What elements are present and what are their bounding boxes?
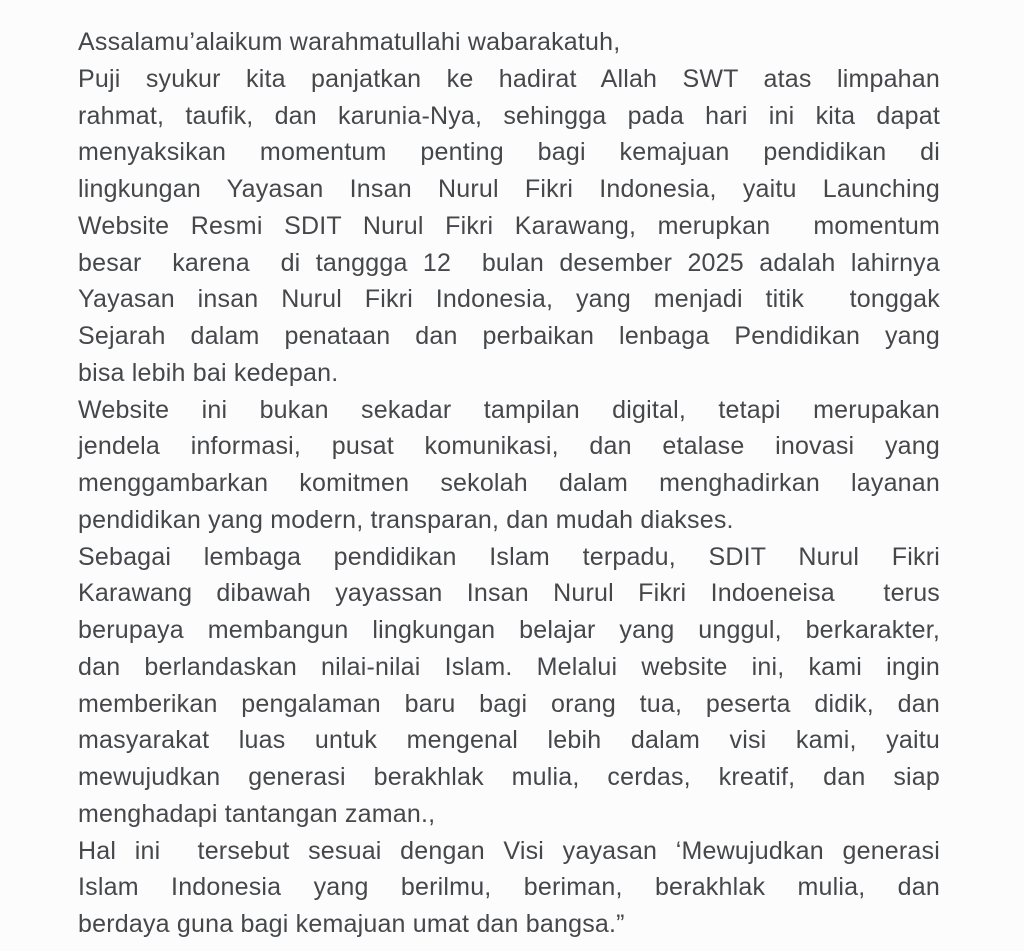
text-line: menyaksikan momentum penting bagi kemajuan pendidikan di [78, 138, 940, 167]
text-line: Sebagai lembaga pendidikan Islam terpadu, SDIT Nurul Fikri [78, 542, 940, 571]
document-text [78, 24, 940, 943]
paragraph-paragraph-website [78, 392, 940, 539]
text-line: Website Resmi SDIT Nurul Fikri Karawang, merupkan momentum [78, 211, 940, 240]
text-line: memberikan pengalaman baru bagi orang tua, peserta didik, dan [78, 689, 940, 718]
text-line: mewujudkan generasi berakhlak mulia, cerdas, kreatif, dan siap [78, 763, 940, 791]
text-line: bisa lebih bai kedepan. [78, 358, 339, 387]
paragraph-paragraph-lembaga [78, 539, 940, 833]
text-line: Assalamu’alaikum warahmatullahi wabarakatuh, [78, 28, 621, 56]
paragraph-salutation [78, 24, 940, 61]
text-line: Puji syukur kita panjatkan ke hadirat Allah SWT atas limpahan [78, 64, 940, 93]
text-line: Yayasan insan Nurul Fikri Indonesia, yang menjadi titik tonggak [78, 285, 940, 314]
text-line: Karawang dibawah yayassan Insan Nurul Fikri Indoeneisa terus [78, 579, 940, 608]
paragraph-paragraph-launching [78, 61, 940, 392]
paragraph-paragraph-visi [78, 833, 940, 943]
text-line: Website ini bukan sekadar tampilan digital, tetapi merupakan [78, 395, 940, 424]
text-line: rahmat, taufik, dan karunia-Nya, sehingga pada hari ini kita dapat [78, 101, 940, 130]
text-line: berdaya guna bagi kemajuan umat dan bangsa.” [78, 910, 625, 938]
text-line: pendidikan yang modern, transparan, dan mudah diakses. [78, 505, 734, 534]
text-line: dan berlandaskan nilai-nilai Islam. Melalui website ini, kami ingin [78, 652, 940, 681]
text-line: menghadapi tantangan zaman., [78, 799, 436, 828]
text-line: menggambarkan komitmen sekolah dalam menghadirkan layanan [78, 469, 940, 497]
text-line: Islam Indonesia yang berilmu, beriman, berakhlak mulia, dan [78, 873, 940, 902]
text-line: besar karena di tanggga 12 bulan desember 2025 adalah lahirnya [78, 248, 940, 277]
text-line: jendela informasi, pusat komunikasi, dan etalase inovasi yang [78, 432, 940, 461]
text-line: berupaya membangun lingkungan belajar yang unggul, berkarakter, [78, 616, 940, 644]
text-line: lingkungan Yayasan Insan Nurul Fikri Indonesia, yaitu Launching [78, 175, 940, 203]
text-line: masyarakat luas untuk mengenal lebih dalam visi kami, yaitu [78, 726, 940, 755]
text-line: Sejarah dalam penataan dan perbaikan lenbaga Pendidikan yang [78, 322, 940, 350]
text-line: Hal ini tersebut sesuai dengan Visi yayasan ‘Mewujudkan generasi [78, 836, 940, 865]
